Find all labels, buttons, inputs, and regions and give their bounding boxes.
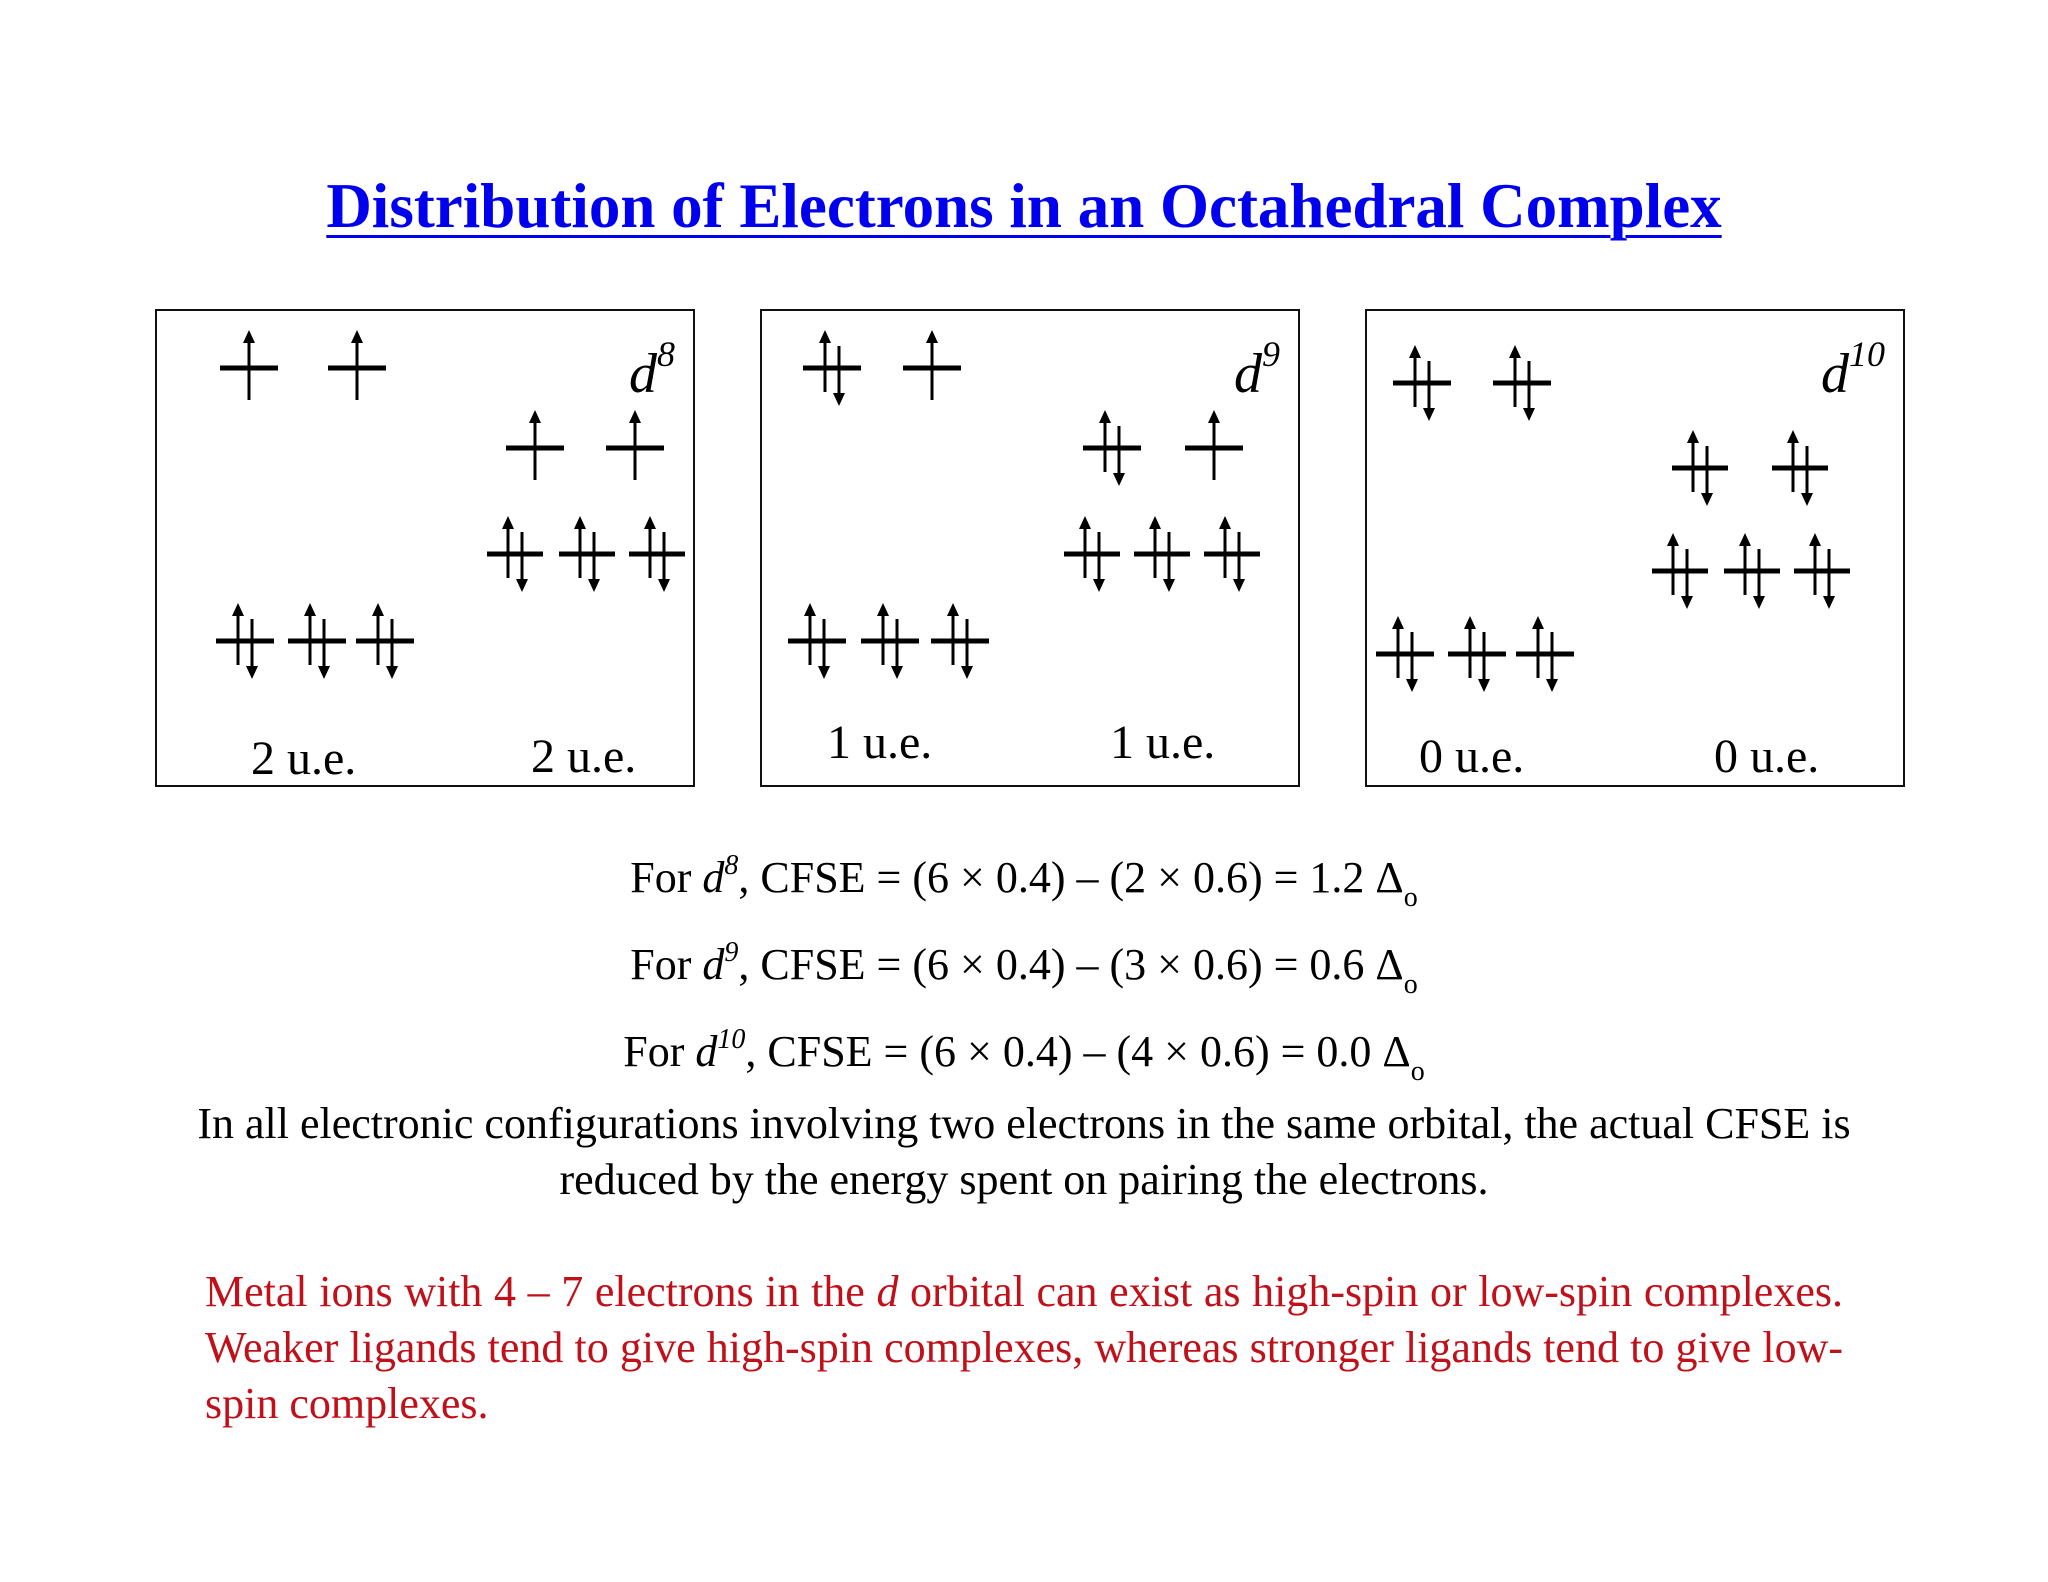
spin-up-arrow: [1509, 345, 1521, 407]
page-title: Distribution of Electrons in an Octahedral Complex: [326, 171, 1722, 241]
orbital: [1772, 430, 1828, 506]
d8-low-spin-unpaired-count: 2 u.e.: [531, 730, 637, 783]
orbital: [356, 603, 414, 679]
orbital: [861, 603, 919, 679]
spin-down-arrow: [1681, 549, 1693, 609]
spin-up-arrow: [1099, 410, 1111, 472]
spin-down-arrow: [1093, 532, 1105, 592]
spin-down-arrow: [1523, 361, 1535, 421]
spin-up-arrow: [1809, 533, 1821, 595]
spin-up-arrow: [1149, 516, 1161, 578]
d10-low-spin-unpaired-count: 0 u.e.: [1714, 730, 1820, 783]
spin-down-arrow: [516, 532, 528, 592]
spin-down-arrow: [1233, 532, 1245, 592]
spin-down-arrow: [1423, 361, 1435, 421]
orbital: [1204, 516, 1260, 592]
d8-diagram-panel: [155, 309, 695, 787]
spin-down-arrow: [818, 619, 830, 679]
pairing-energy-paragraph: In all electronic configurations involving two electrons in the same orbital, the actual CFSE is reduced by the energy spent on pairing the electrons.: [197, 1099, 1851, 1204]
spin-down-arrow: [1406, 632, 1418, 692]
d8-orbital-diagram: [157, 311, 697, 789]
cfse-equation-d10: For $d^{10}$, CFSE = (6 × 0.4) – (4 × 0.6) = 0.0 $\Delta_o$: [623, 1024, 1425, 1087]
spin-up-arrow: [629, 410, 641, 480]
spin-up-arrow: [304, 603, 316, 665]
spin-up-arrow: [804, 603, 816, 665]
orbital: [931, 603, 989, 679]
spin-up-arrow: [1667, 533, 1679, 595]
spin-up-arrow: [819, 330, 831, 392]
orbital: [903, 330, 961, 400]
orbital: [506, 410, 564, 480]
orbital: [487, 516, 543, 592]
spin-up-arrow: [574, 516, 586, 578]
cfse-equation-d9: For $d^9$, CFSE = (6 × 0.4) – (3 × 0.6) = 0.6 $\Delta_o$: [630, 937, 1418, 1000]
spin-up-arrow: [1392, 616, 1404, 678]
spin-up-arrow: [1787, 430, 1799, 492]
spin-up-arrow: [1532, 616, 1544, 678]
spin-down-arrow: [833, 346, 845, 406]
spin-up-arrow: [1687, 430, 1699, 492]
d8-config-label: $d^8$: [629, 334, 675, 405]
orbital: [559, 516, 615, 592]
spin-up-arrow: [502, 516, 514, 578]
spin-down-arrow: [246, 619, 258, 679]
spin-down-arrow: [1163, 532, 1175, 592]
spin-down-arrow: [1113, 426, 1125, 486]
orbital: [1493, 345, 1551, 421]
spin-up-arrow: [926, 330, 938, 400]
spin-down-arrow: [1823, 549, 1835, 609]
cfse-equation-d8: For $d^8$, CFSE = (6 × 0.4) – (2 × 0.6) = 1.2 $\Delta_o$: [630, 850, 1418, 913]
spin-up-arrow: [1464, 616, 1476, 678]
d9-config-label: $d^9$: [1234, 334, 1280, 405]
spin-up-arrow: [1409, 345, 1421, 407]
orbital: [220, 330, 278, 400]
spin-up-arrow: [947, 603, 959, 665]
spin-up-arrow: [372, 603, 384, 665]
spin-up-arrow: [351, 330, 363, 400]
orbital: [1376, 616, 1434, 692]
spin-up-arrow: [644, 516, 656, 578]
d9-high-spin-unpaired-count: 1 u.e.: [827, 716, 933, 769]
orbital: [1794, 533, 1850, 609]
orbital: [803, 330, 861, 406]
spin-down-arrow: [386, 619, 398, 679]
d10-diagram-panel: [1365, 309, 1905, 787]
orbital: [1672, 430, 1728, 506]
spin-state-note: Metal ions with 4 – 7 electrons in the d orbital can exist as high-spin or low-spin complexes. Weaker ligands tend to give high-spin complexes, whereas stronger ligands tend to give low-spin complexes.: [205, 1267, 1843, 1428]
orbital: [606, 410, 664, 480]
orbital: [288, 603, 346, 679]
spin-down-arrow: [588, 532, 600, 592]
spin-up-arrow: [232, 603, 244, 665]
orbital: [1448, 616, 1506, 692]
spin-down-arrow: [1801, 446, 1813, 506]
spin-up-arrow: [243, 330, 255, 400]
spin-down-arrow: [1753, 549, 1765, 609]
spin-up-arrow: [1739, 533, 1751, 595]
orbital: [328, 330, 386, 400]
spin-up-arrow: [1219, 516, 1231, 578]
orbital: [1064, 516, 1120, 592]
spin-up-arrow: [877, 603, 889, 665]
orbital: [629, 516, 685, 592]
spin-up-arrow: [1079, 516, 1091, 578]
d8-high-spin-unpaired-count: 2 u.e.: [251, 732, 357, 785]
orbital: [788, 603, 846, 679]
spin-down-arrow: [1546, 632, 1558, 692]
spin-down-arrow: [891, 619, 903, 679]
orbital: [216, 603, 274, 679]
spin-down-arrow: [961, 619, 973, 679]
d9-low-spin-unpaired-count: 1 u.e.: [1110, 716, 1216, 769]
orbital: [1516, 616, 1574, 692]
spin-up-arrow: [1208, 410, 1220, 480]
orbital: [1185, 410, 1243, 480]
orbital: [1724, 533, 1780, 609]
orbital: [1393, 345, 1451, 421]
orbital: [1134, 516, 1190, 592]
spin-down-arrow: [658, 532, 670, 592]
spin-down-arrow: [318, 619, 330, 679]
d10-high-spin-unpaired-count: 0 u.e.: [1419, 730, 1525, 783]
d10-config-label: $d^{10}$: [1821, 334, 1885, 405]
spin-down-arrow: [1701, 446, 1713, 506]
d9-diagram-panel: [760, 309, 1300, 787]
spin-up-arrow: [529, 410, 541, 480]
orbital: [1083, 410, 1141, 486]
orbital: [1652, 533, 1708, 609]
spin-down-arrow: [1478, 632, 1490, 692]
